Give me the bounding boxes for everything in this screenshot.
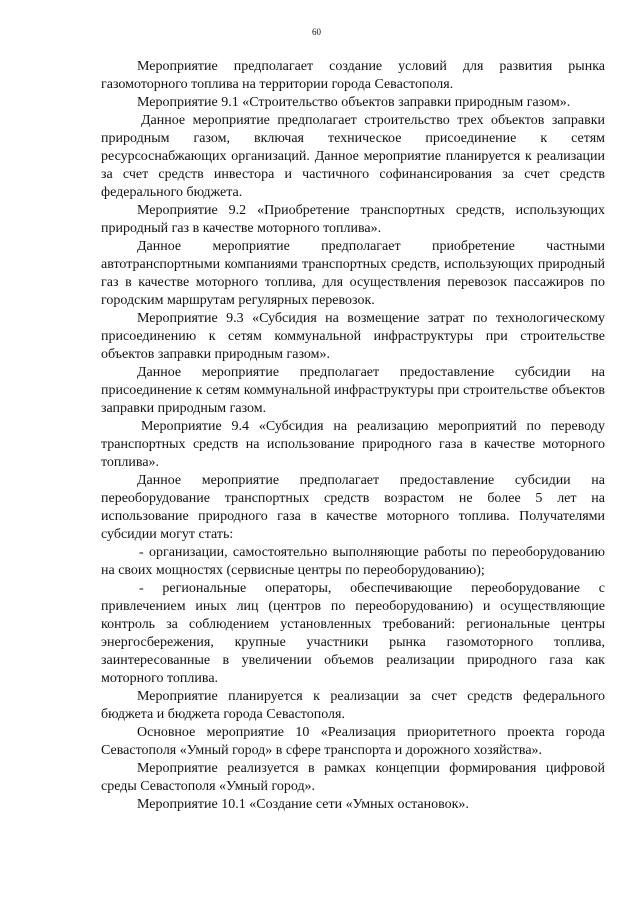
paragraph-measure-9-1-desc: Данное мероприятие предполагает строительство трех объектов заправки природным газом, включая техническое присоединение к сетям ресурсоснабжающих организаций. Данное мероприятие планируется к реализации за счет средств инвестора и частичного софинансирования за счет средств федерального бюджета. (101, 113, 605, 200)
paragraph-measure-9-3-title: Мероприятие 9.3 «Субсидия на возмещение затрат по технологическому присоединению к сетям коммунальной инфраструктуры при строительстве объектов заправки природным газом». (101, 311, 605, 362)
paragraph-measure-9-2-title: Мероприятие 9.2 «Приобретение транспортных средств, использующих природный газ в качестве моторного топлива». (101, 203, 605, 236)
paragraph-measure-9-4-title: Мероприятие 9.4 «Субсидия на реализацию мероприятий по переводу транспортных средств на использование природного газа в качестве моторного топлива». (101, 419, 605, 470)
list-item-regional-operators: - региональные операторы, обеспечивающие переоборудование с привлечением иных лиц (центров по переоборудованию) и осуществляющие контроль за соблюдением установленных требований: региональные центры энергосбережения, крупные участники рынка газомоторного топлива, заинтересованные в увеличении объемов реализации природного газа как моторного топлива. (101, 581, 605, 686)
paragraph-measure-9-4-desc: Данное мероприятие предполагает предоставление субсидии на переоборудование транспортных средств возрастом не более 5 лет на использование природного газа в качестве моторного топлива. Получателями субсидии могут стать: (101, 473, 605, 542)
page-number: 60 (312, 27, 321, 37)
paragraph-measure-9-2-desc: Данное мероприятие предполагает приобретение частными автотранспортными компаниями транспортных средств, использующих природный газ в качестве моторного топлива, для осуществления перевозок пассажиров по городским маршрутам регулярных перевозок. (101, 239, 605, 308)
list-item-organizations: - организации, самостоятельно выполняющие работы по переоборудованию на своих мощностях (сервисные центры по переоборудованию); (101, 545, 605, 578)
paragraph-measure-10-1-title: Мероприятие 10.1 «Создание сети «Умных остановок». (137, 797, 469, 812)
paragraph-smart-city-concept: Мероприятие реализуется в рамках концепции формирования цифровой среды Севастополя «Умный город». (101, 761, 605, 794)
paragraph-funding: Мероприятие планируется к реализации за счет средств федерального бюджета и бюджета города Севастополя. (101, 689, 605, 722)
paragraph-intro: Мероприятие предполагает создание условий для развития рынка газомоторного топлива на территории города Севастополя. (101, 59, 605, 92)
paragraph-measure-9-1-title: Мероприятие 9.1 «Строительство объектов заправки природным газом». (137, 95, 571, 110)
document-body (101, 58, 605, 814)
paragraph-main-measure-10: Основное мероприятие 10 «Реализация приоритетного проекта города Севастополя «Умный город» в сфере транспорта и дорожного хозяйства». (101, 725, 605, 758)
paragraph-measure-9-3-desc: Данное мероприятие предполагает предоставление субсидии на присоединение к сетям коммунальной инфраструктуры при строительстве объектов заправки природным газом. (101, 365, 605, 416)
